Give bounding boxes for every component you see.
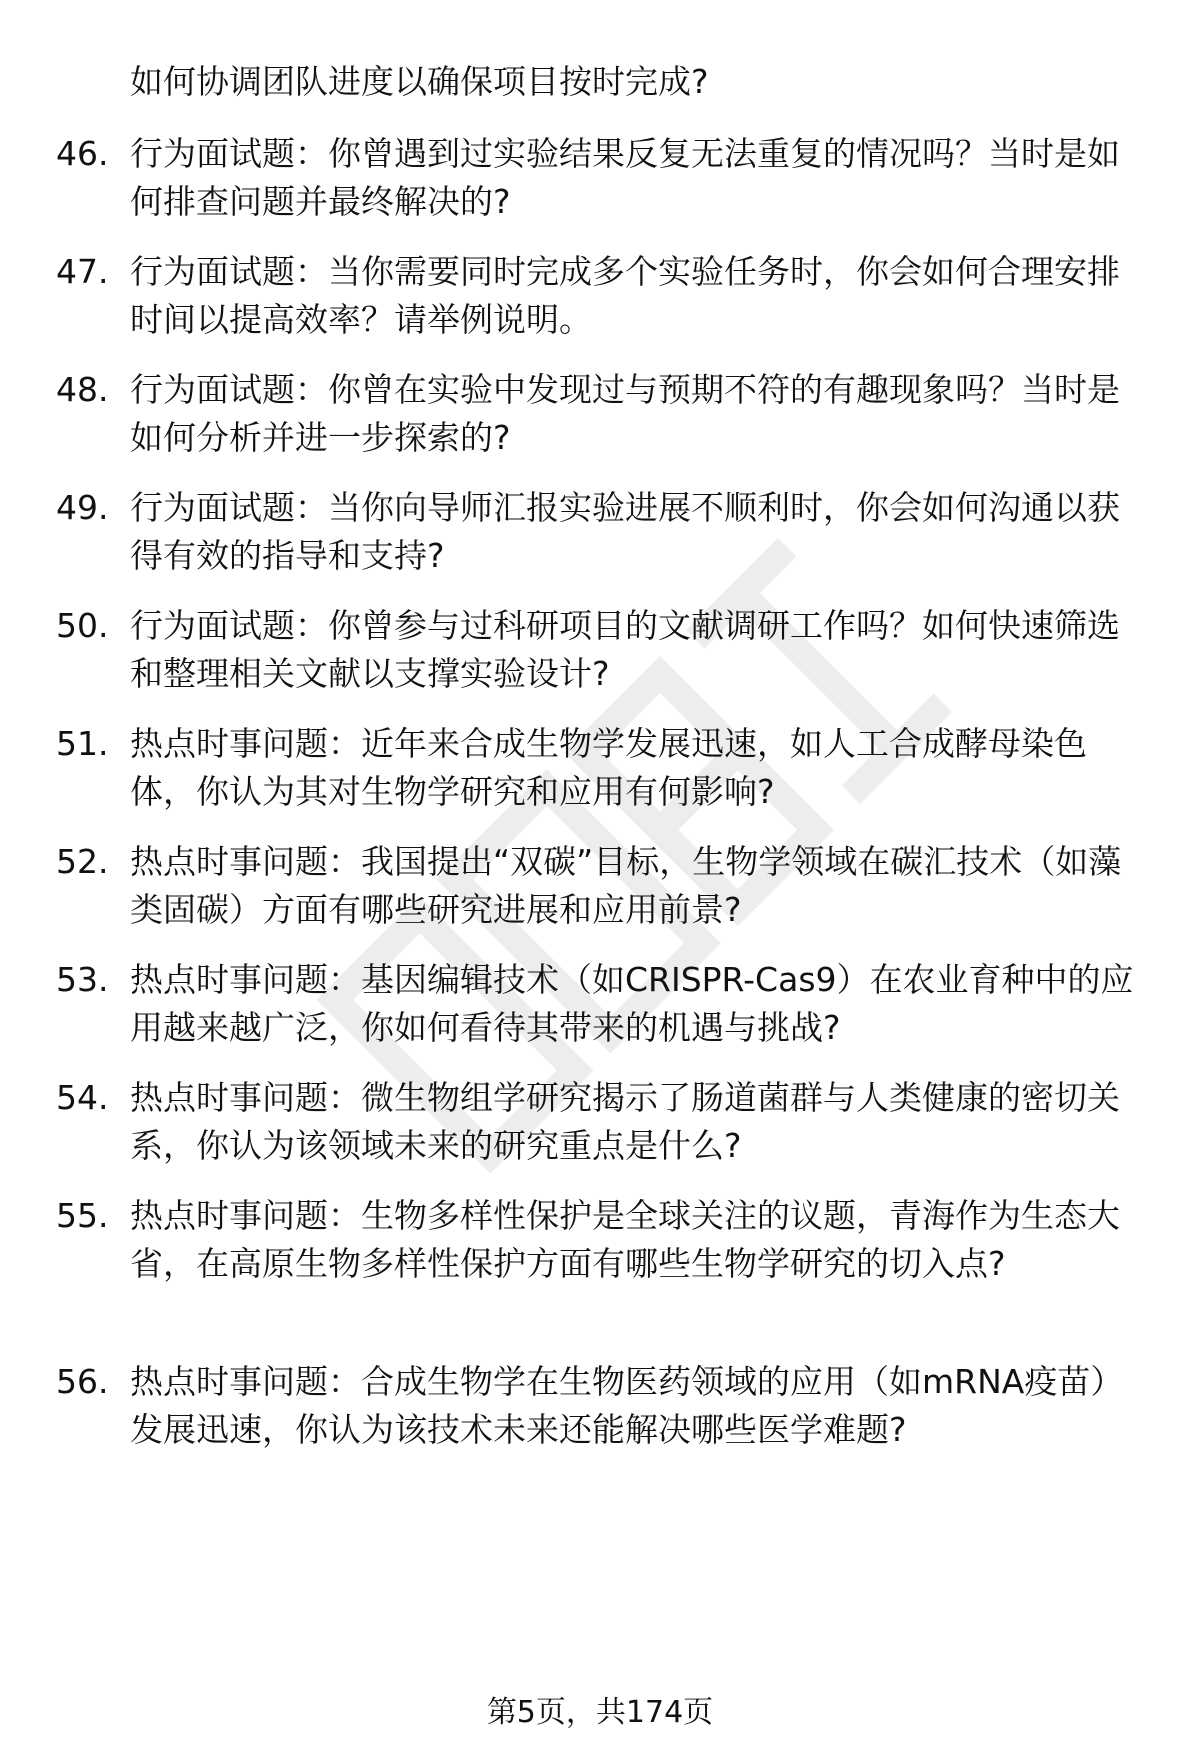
question-text: 热点时事问题：微生物组学研究揭示了肠道菌群与人类健康的密切关系，你认为该领域未来的研究重点是什么?	[130, 1078, 1120, 1165]
question-number: 55.	[56, 1196, 109, 1235]
question-number: 48.	[56, 370, 109, 409]
continued-question-text: 如何协调团队进度以确保项目按时完成?	[130, 62, 709, 101]
question-number: 53.	[56, 960, 109, 999]
question-text: 行为面试题：你曾参与过科研项目的文献调研工作吗？如何快速筛选和整理相关文献以支撑实验设计?	[130, 606, 1120, 693]
question-number: 51.	[56, 724, 109, 763]
page-footer: 第5页，共174页	[486, 1695, 714, 1730]
question-text: 热点时事问题：基因编辑技术（如CRISPR-Cas9）在农业育种中的应用越来越广泛，你如何看待其带来的机遇与挑战?	[130, 960, 1134, 1047]
question-number: 52.	[56, 842, 109, 881]
question-text: 热点时事问题：近年来合成生物学发展迅速，如人工合成酵母染色体，你认为其对生物学研究和应用有何影响?	[130, 724, 1087, 811]
question-number: 46.	[56, 134, 109, 173]
question-text: 热点时事问题：我国提出“双碳”目标，生物学领域在碳汇技术（如藻类固碳）方面有哪些研究进展和应用前景?	[130, 842, 1122, 929]
question-text: 行为面试题：当你需要同时完成多个实验任务时，你会如何合理安排时间以提高效率？请举例说明。	[130, 252, 1120, 339]
question-text: 行为面试题：你曾在实验中发现过与预期不符的有趣现象吗？当时是如何分析并进一步探索的?	[130, 370, 1120, 457]
question-text: 热点时事问题：合成生物学在生物医药领域的应用（如mRNA疫苗）发展迅速，你认为该技术未来还能解决哪些医学难题?	[130, 1362, 1124, 1449]
question-number: 54.	[56, 1078, 109, 1117]
question-number: 47.	[56, 252, 109, 291]
question-text: 热点时事问题：生物多样性保护是全球关注的议题，青海作为生态大省，在高原生物多样性保护方面有哪些生物学研究的切入点?	[130, 1196, 1120, 1283]
question-number: 49.	[56, 488, 109, 527]
question-text: 行为面试题：当你向导师汇报实验进展不顺利时，你会如何沟通以获得有效的指导和支持?	[130, 488, 1120, 575]
question-number: 50.	[56, 606, 109, 645]
question-number: 56.	[56, 1362, 109, 1401]
question-text: 行为面试题：你曾遇到过实验结果反复无法重复的情况吗？当时是如何排查问题并最终解决的?	[130, 134, 1120, 221]
